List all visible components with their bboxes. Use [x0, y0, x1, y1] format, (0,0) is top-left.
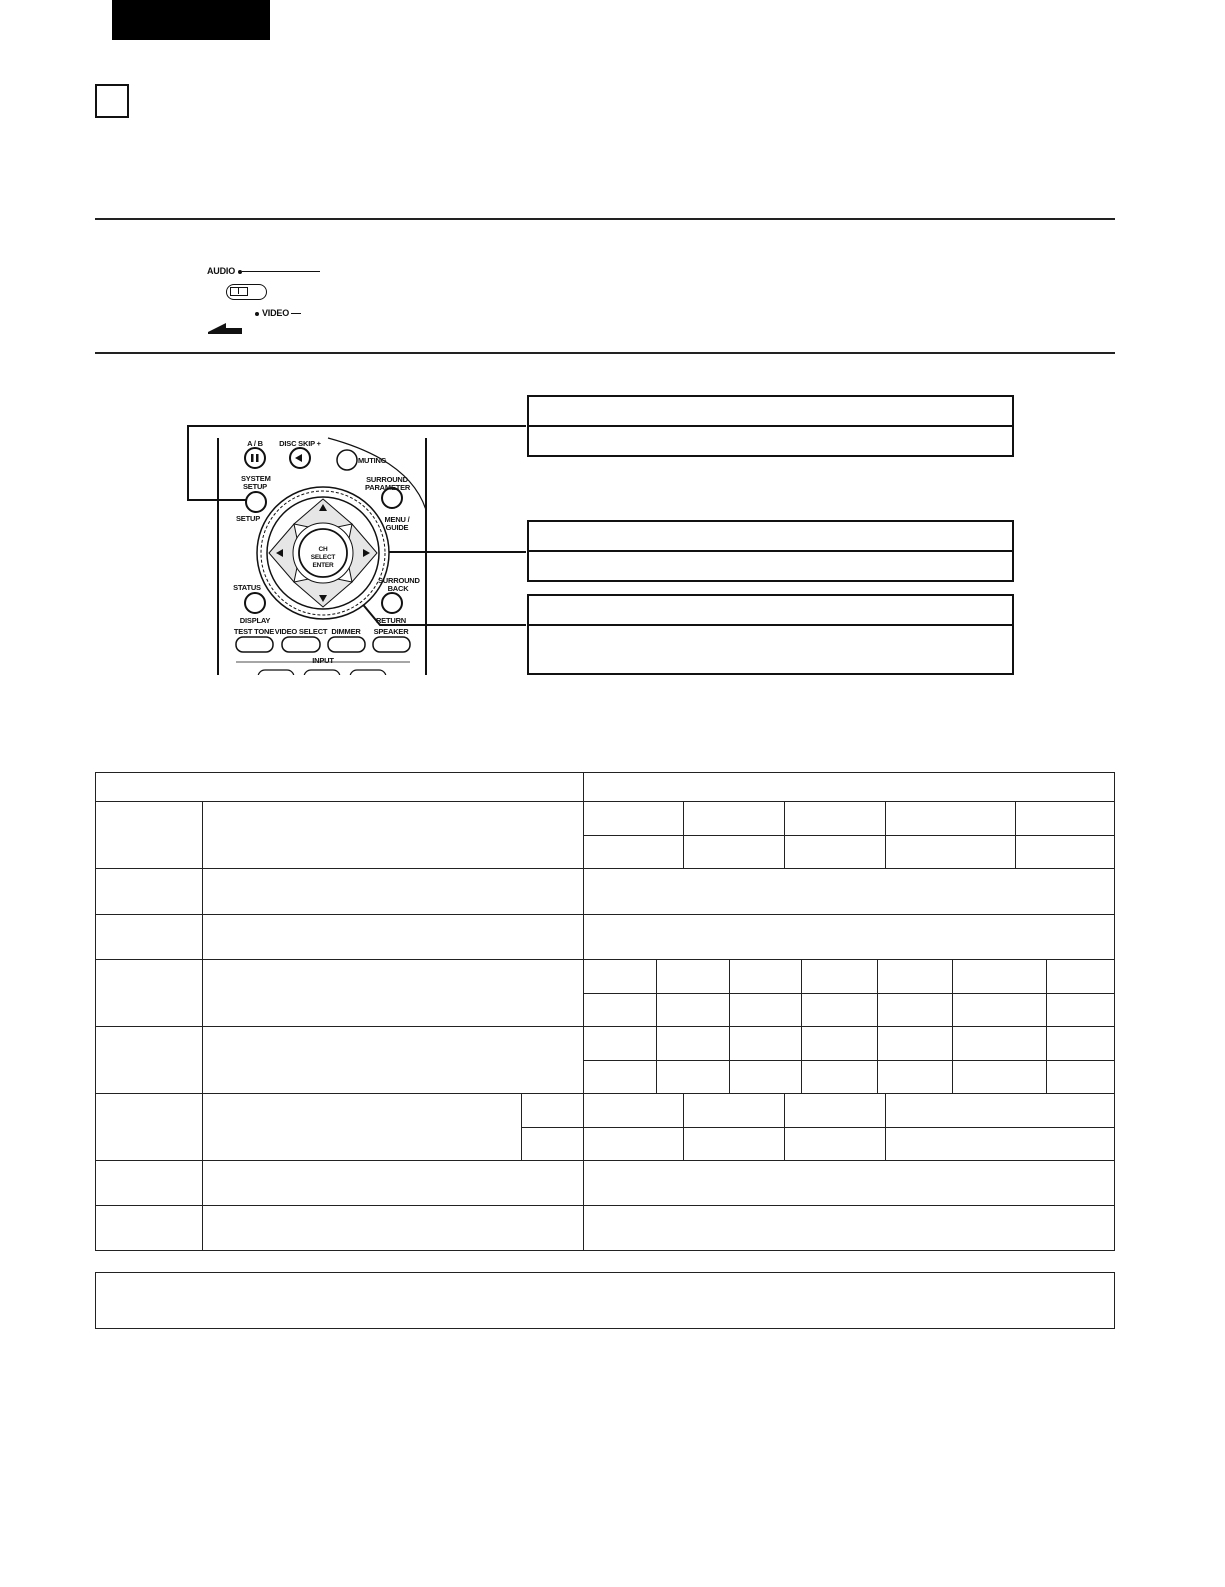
dimmer-button[interactable] [328, 637, 365, 652]
audio-label: AUDIO [207, 266, 235, 276]
table-cell [583, 1127, 684, 1161]
table-cell [784, 1127, 886, 1161]
table-row-5-desc [202, 1026, 584, 1094]
table-row-4-label [95, 959, 203, 1027]
video-label: VIDEO [262, 308, 290, 318]
table-cell [583, 1026, 657, 1061]
table-cell [1046, 959, 1115, 994]
switch-body[interactable] [226, 284, 267, 300]
table-header-right [583, 772, 1115, 802]
table-cell [877, 959, 953, 994]
table-cell [877, 1026, 953, 1061]
setup-button[interactable] [246, 492, 266, 512]
table-row-3-label [95, 914, 203, 960]
video-select-button-label: VIDEO SELECT [274, 627, 328, 636]
table-cell [801, 993, 878, 1027]
table-cell [877, 993, 953, 1027]
input-group-label: INPUT [312, 656, 334, 665]
ch-select-enter-button-label: CH SELECT ENTER [310, 546, 336, 569]
table-row-3-desc [202, 914, 584, 960]
cursor-down-button[interactable] [308, 578, 338, 606]
cursor-right-button[interactable] [348, 538, 376, 568]
surround-back-button-label: SURROUND BACK [378, 576, 420, 593]
disc-skip-button[interactable] [290, 448, 310, 468]
table-row-7-desc [202, 1160, 584, 1206]
return-button-label: RETURN [375, 616, 407, 625]
table-header-left [95, 772, 584, 802]
ab-button-label: A / B [247, 439, 263, 448]
table-cell [656, 1060, 730, 1094]
table-cell [656, 959, 730, 994]
menu-guide-button-label: MENU / GUIDE [384, 515, 410, 532]
table-cell [1015, 801, 1115, 836]
table-cell [801, 959, 878, 994]
table-row-2-label [95, 868, 203, 915]
table-cell [1046, 1060, 1115, 1094]
table-cell [801, 1026, 878, 1061]
table-row-1-desc [202, 801, 584, 869]
table-cell [952, 993, 1047, 1027]
muting-button-label: MUTING [358, 456, 387, 465]
dimmer-button-label: DIMMER [331, 627, 361, 636]
callout-box-setup [527, 395, 1014, 457]
table-cell [583, 959, 657, 994]
table-cell [952, 1026, 1047, 1061]
table-cell [885, 835, 1016, 869]
table-row-8-value [583, 1205, 1115, 1251]
table-cell [952, 959, 1047, 994]
display-button-label: DISPLAY [239, 616, 271, 625]
video-dot [255, 312, 259, 316]
table-cell [885, 801, 1016, 836]
table-cell [1046, 993, 1115, 1027]
table-row-2-value [583, 868, 1115, 915]
arrow-left-icon [206, 318, 244, 336]
table-cell [801, 1060, 878, 1094]
table-cell [656, 1026, 730, 1061]
table-row-6-desc [202, 1093, 522, 1161]
table-cell [952, 1060, 1047, 1094]
table-row-7-label [95, 1160, 203, 1206]
table-cell [683, 801, 785, 836]
table-cell [729, 993, 802, 1027]
table-cell [583, 1060, 657, 1094]
table-cell [784, 1093, 886, 1128]
callout-divider [529, 425, 1012, 427]
table-cell [583, 993, 657, 1027]
muting-button[interactable] [337, 450, 357, 470]
table-cell [784, 801, 886, 836]
audio-leader-line [242, 271, 320, 272]
setup-button-label: SETUP [235, 514, 261, 523]
table-cell [784, 835, 886, 869]
table-cell [683, 1093, 785, 1128]
speaker-button[interactable] [373, 637, 410, 652]
header-black-tab [112, 0, 270, 40]
test-tone-button[interactable] [236, 637, 273, 652]
callout-box-cursor [527, 520, 1014, 582]
table-cell [683, 1127, 785, 1161]
table-cell [521, 1127, 584, 1161]
test-tone-button-label: TEST TONE [233, 627, 275, 636]
table-cell [656, 993, 730, 1027]
table-cell [877, 1060, 953, 1094]
cursor-left-button[interactable] [270, 538, 298, 568]
table-row-6-label [95, 1093, 203, 1161]
table-row-1-label [95, 801, 203, 869]
rule-bottom [95, 352, 1115, 354]
table-cell [729, 1026, 802, 1061]
note-box [95, 1272, 1115, 1329]
cursor-up-button[interactable] [308, 500, 338, 528]
surround-back-button[interactable] [382, 593, 402, 613]
callout-divider [529, 550, 1012, 552]
table-cell [729, 959, 802, 994]
table-row-8-label [95, 1205, 203, 1251]
table-cell [521, 1093, 584, 1128]
disc-skip-button-label: DISC SKIP + [279, 439, 321, 448]
system-setup-button-label: SYSTEM SETUP [241, 474, 271, 491]
surround-parameter-button[interactable] [382, 488, 402, 508]
table-row-8-desc [202, 1205, 584, 1251]
table-cell [583, 801, 684, 836]
table-row-3-value [583, 914, 1115, 960]
callout-divider [529, 624, 1012, 626]
table-row-5-label [95, 1026, 203, 1094]
table-row-2-desc [202, 868, 584, 915]
table-cell [683, 835, 785, 869]
surround-parameter-button-label: SURROUND PARAMETER [365, 475, 411, 492]
table-cell [729, 1060, 802, 1094]
switch-knob [230, 287, 248, 296]
table-row-4-desc [202, 959, 584, 1027]
table-cell [1015, 835, 1115, 869]
section-marker-square [95, 84, 129, 118]
video-leader-line [291, 313, 301, 314]
status-button-label: STATUS [233, 583, 261, 592]
table-cell [1046, 1026, 1115, 1061]
speaker-button-label: SPEAKER [373, 627, 409, 636]
video-select-button[interactable] [282, 637, 320, 652]
callout-box-enter [527, 594, 1014, 675]
status-button[interactable] [245, 593, 265, 613]
table-cell [885, 1093, 1115, 1128]
ch-select-enter-button[interactable] [299, 529, 347, 577]
table-row-7-value [583, 1160, 1115, 1206]
table-cell [583, 835, 684, 869]
table-cell [885, 1127, 1115, 1161]
ab-button[interactable] [245, 448, 265, 468]
table-cell [583, 1093, 684, 1128]
rule-top [95, 218, 1115, 220]
